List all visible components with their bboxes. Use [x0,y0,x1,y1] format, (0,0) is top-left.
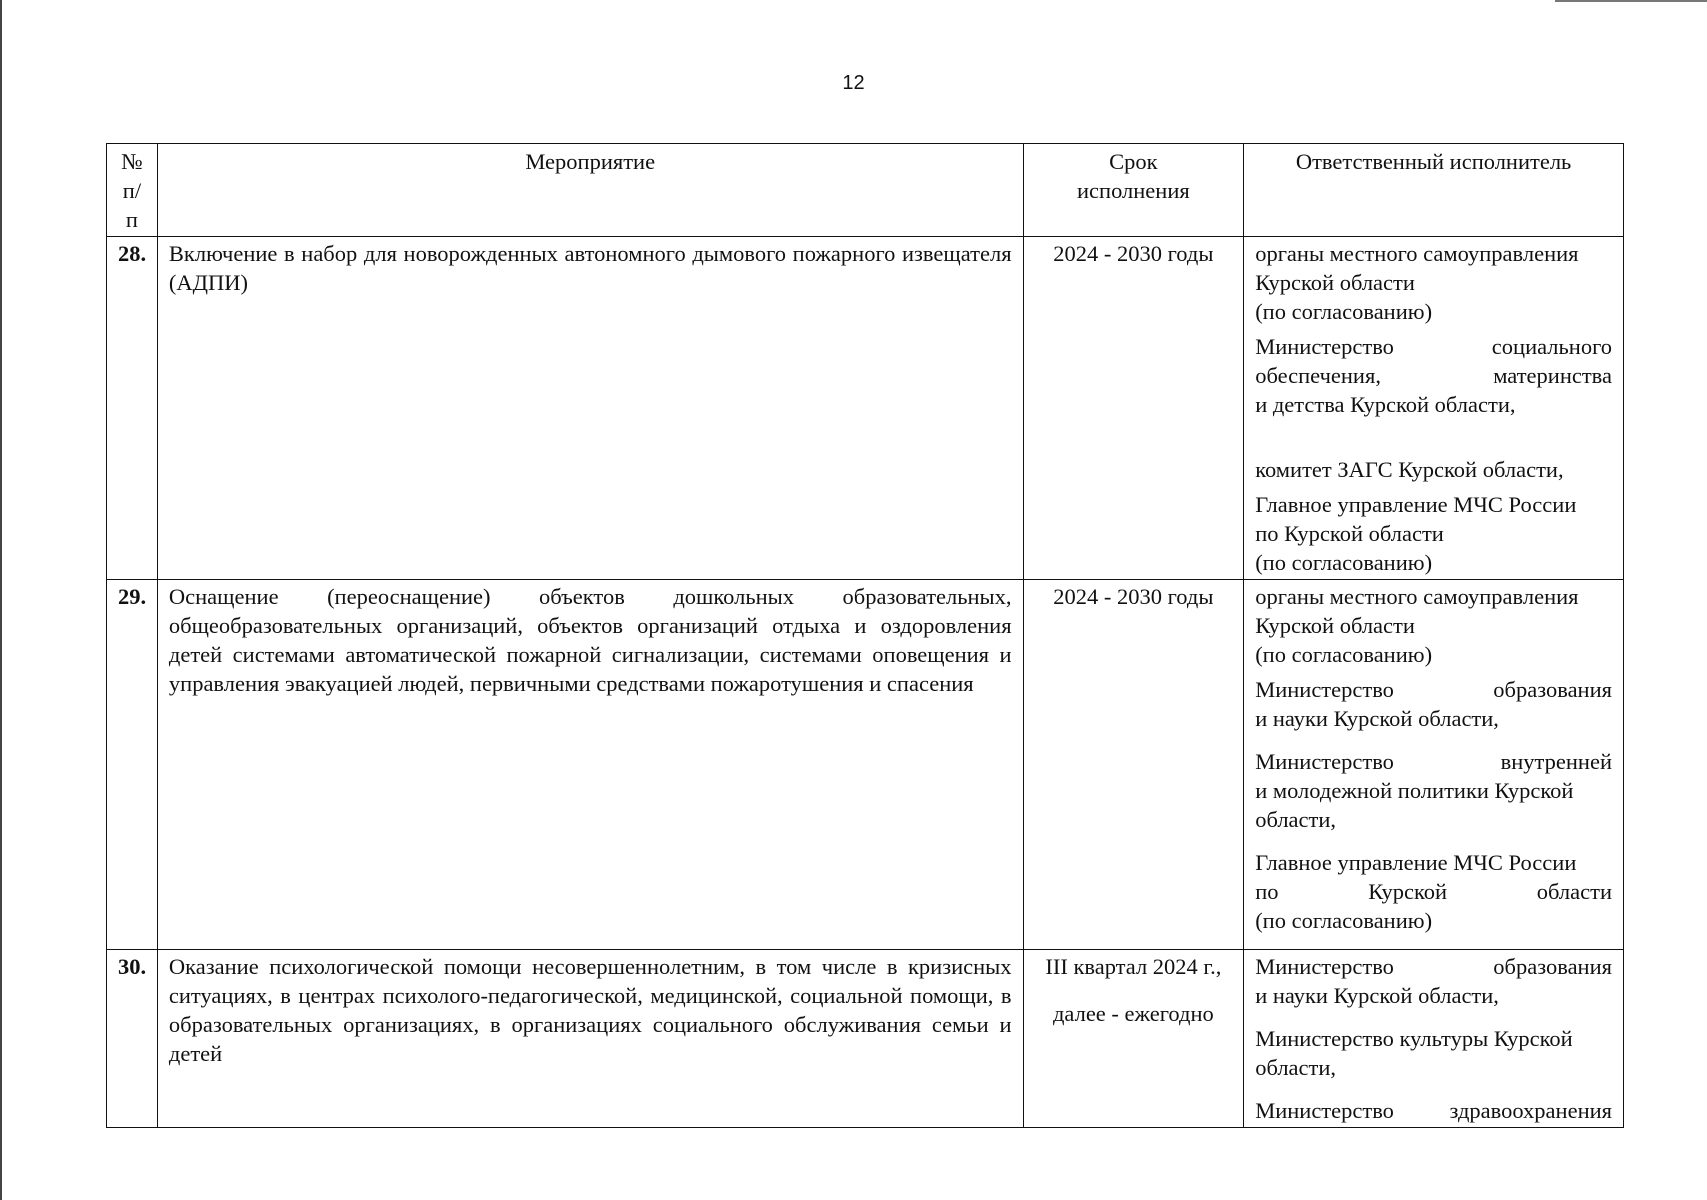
table-row [107,237,1624,580]
table-row [107,950,1624,1128]
responsible-group [1255,490,1612,577]
responsible-line: по Курской области [1255,521,1444,546]
row-responsible [1244,237,1624,580]
responsible-line: области, [1255,1055,1337,1080]
responsible-group [1255,747,1612,834]
responsible-group [1255,675,1612,733]
header-number-line: п/п [122,178,142,232]
responsible-group [1255,952,1612,1010]
table-row [107,580,1624,950]
responsible-line: и молодежной политики Курской [1255,778,1574,803]
row-event: Включение в набор для новорожденных автономного дымового пожарного извещателя (АДПИ) [157,237,1023,580]
header-number-line: № [121,149,143,174]
row-term [1023,580,1244,950]
responsible-line: (по согласованию) [1255,642,1433,667]
term-line: далее - ежегодно [1052,1001,1214,1026]
responsible-line: Курской области [1255,270,1415,295]
responsible-group [1255,332,1612,419]
responsible-line: обеспечения, материнства [1255,363,1612,388]
responsible-line: и науки Курской области, [1255,706,1499,731]
responsible-line: Министерство культуры Курской [1255,1026,1573,1051]
table-header [107,144,1624,237]
table-header-row [107,144,1624,237]
page-number: 12 [842,72,865,94]
responsible-line: Главное управление МЧС России [1255,492,1577,517]
responsible-line: Министерство здравоохранения [1255,1098,1612,1123]
responsible-group [1255,455,1612,484]
responsible-group [1255,848,1612,935]
header-responsible: Ответственный исполнитель [1244,144,1624,237]
responsible-line: и науки Курской области, [1255,983,1499,1008]
header-term-line: исполнения [1077,178,1190,203]
responsible-line: Курской области [1255,613,1415,638]
term-line: 2024 - 2030 годы [1053,241,1214,266]
responsible-line: и детства Курской области, [1255,392,1516,417]
responsible-line: Министерство образования [1255,954,1612,979]
row-event: Оказание психологической помощи несовершеннолетним, в том числе в кризисных ситуациях, в центрах психолого-педагогической, медицинской, социальной помощи, в образовательных организациях, в организациях социального обслуживания семьи и детей [157,950,1023,1128]
responsible-line: (по согласованию) [1255,299,1433,324]
row-term [1023,237,1244,580]
scan-left-edge [0,0,2,1200]
responsible-line: (по согласованию) [1255,550,1433,575]
scan-top-mark [1555,0,1707,2]
header-term [1023,144,1244,237]
responsible-line: Министерство внутренней [1255,749,1612,774]
header-number [107,144,158,237]
row-number: 30. [107,950,158,1128]
row-number: 29. [107,580,158,950]
row-responsible [1244,950,1624,1128]
row-responsible [1244,580,1624,950]
responsible-line: по Курской области [1255,879,1612,904]
responsible-line: органы местного самоуправления [1255,241,1579,266]
header-event: Мероприятие [157,144,1023,237]
row-term [1023,950,1244,1128]
responsible-line: области, [1255,807,1337,832]
term-line: III квартал 2024 г., [1045,954,1222,979]
responsible-line: Министерство образования [1255,677,1612,702]
header-term-line: Срок [1109,149,1158,174]
activities-table [106,143,1624,1128]
responsible-line: комитет ЗАГС Курской области, [1255,457,1564,482]
responsible-group [1255,582,1612,669]
responsible-line: Главное управление МЧС России [1255,850,1577,875]
responsible-line: органы местного самоуправления [1255,584,1579,609]
responsible-line: (по согласованию) [1255,908,1433,933]
responsible-line: Министерство социального [1255,334,1612,359]
row-number: 28. [107,237,158,580]
row-event: Оснащение (переоснащение) объектов дошкольных образовательных, общеобразовательных организаций, объектов организаций отдыха и оздоровления детей системами автоматической пожарной сигнализации, системами оповещения и управления эвакуацией людей, первичными средствами пожаротушения и спасения [157,580,1023,950]
term-line: 2024 - 2030 годы [1053,584,1214,609]
responsible-group [1255,1096,1612,1125]
responsible-group [1255,1024,1612,1082]
responsible-group [1255,239,1612,326]
